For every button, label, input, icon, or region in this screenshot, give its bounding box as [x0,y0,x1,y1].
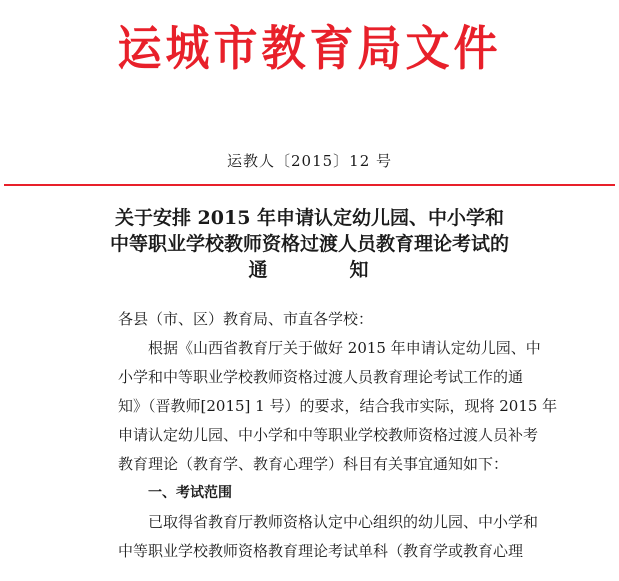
title-line-2: 中等职业学校教师资格过渡人员教育理论考试的 [109,233,509,255]
section-1-heading: 一、考试范围 [148,485,232,501]
paragraph-1-line-5: 教育理论（教育学、教育心理学）科目有关事宜通知如下： [118,455,509,473]
document-number: 运教人〔2015〕12 号 [226,152,393,170]
title-line-3 [0,257,619,283]
title-word-tong: 通 [248,259,270,281]
paragraph-2-line-1: 已取得省教育厅教师资格认定中心组织的幼儿园、中小学和 [148,513,539,531]
paragraph-1-line-2: 小学和中等职业学校教师资格过渡人员教育理论考试工作的通 [118,368,524,386]
paragraph-1-line-3: 知》（晋教师[2015] 1 号）的要求，结合我市实际，现将 2015 年 [118,397,558,415]
red-divider-line [4,184,615,186]
document-header-title: 运城市教育局文件 [117,21,502,77]
title-word-zhi: 知 [349,259,371,281]
paragraph-1-line-1: 根据《山西省教育厅关于做好 2015 年申请认定幼儿园、中 [148,339,541,357]
salutation: 各县（市、区）教育局、市直各学校： [118,310,374,328]
paragraph-1-line-4: 申请认定幼儿园、中小学和中等职业学校教师资格过渡人员补考 [118,426,539,444]
notice-title [0,205,619,283]
notice-body [118,305,558,566]
title-line-1: 关于安排 2015 年申请认定幼儿园、中小学和 [114,207,505,229]
paragraph-2-line-2: 中等职业学校教师资格教育理论考试单科（教育学或教育心理 [118,542,524,560]
